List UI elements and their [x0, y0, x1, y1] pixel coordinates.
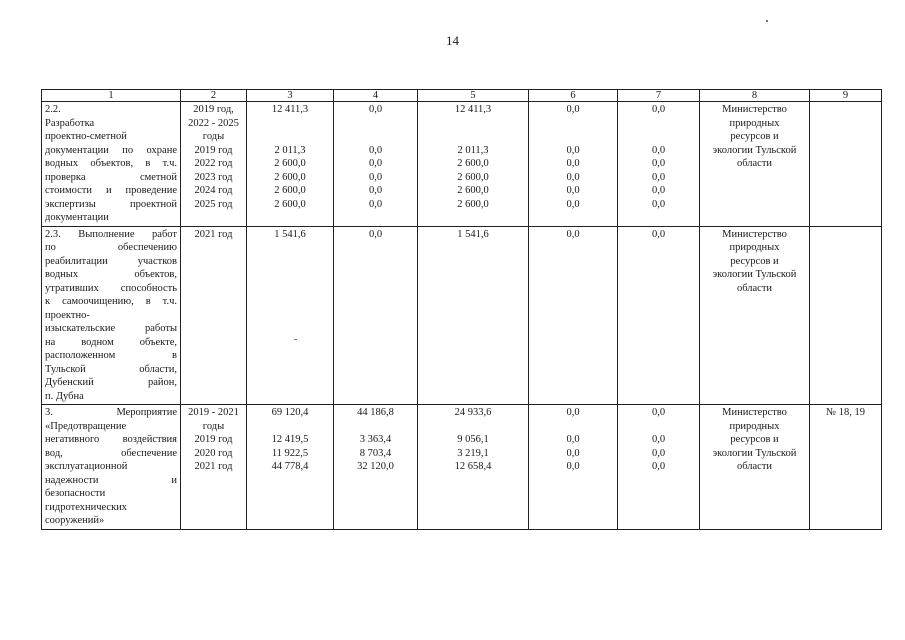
executor-line: ресурсов и	[730, 434, 779, 445]
period-value: годы	[202, 420, 225, 432]
amount-cell-col5	[418, 102, 529, 227]
amount-value	[532, 117, 614, 131]
amount-value: 0,0	[368, 185, 383, 196]
period-value: 2023 год	[194, 171, 233, 183]
amount-value	[621, 117, 696, 131]
amount-value: 0,0	[566, 185, 580, 196]
period-value: 2021 год	[194, 228, 233, 240]
executor-line: области	[736, 461, 773, 472]
activity-description	[42, 405, 181, 530]
amount-value: 3 219,1	[457, 447, 489, 459]
amount-value: 2 600,0	[274, 171, 306, 183]
period-value: 2019 год	[194, 144, 233, 156]
period-value: 2019 год,	[193, 104, 234, 115]
description-line: Дубенский район,	[45, 377, 177, 388]
description-line: на водном объекте,	[45, 336, 177, 348]
description-line: экспертизы проектной	[45, 198, 177, 210]
amount-value: 3 363,4	[359, 434, 392, 445]
executor-line: Министерство	[722, 407, 787, 418]
amount-cell-col5	[418, 405, 529, 530]
period-value: 2019 - 2021	[188, 407, 239, 418]
description-line: реабилитации участков	[45, 255, 177, 267]
description-line: 2.2.	[45, 104, 61, 115]
amount-value: 0,0	[651, 144, 666, 156]
column-number: 2	[181, 90, 247, 102]
amount-value: 0,0	[368, 171, 383, 183]
scan-mark	[294, 339, 297, 340]
description-line: Разработка	[45, 117, 95, 129]
period-value: 2022 год	[194, 158, 233, 169]
amount-value	[621, 420, 696, 434]
amount-value	[337, 117, 414, 131]
amount-value: 0,0	[566, 407, 580, 418]
description-line: «Предотвращение	[45, 420, 127, 432]
amount-value	[250, 130, 330, 144]
amount-cell-col3	[247, 102, 334, 227]
amount-value: 11 922,5	[271, 447, 309, 459]
amount-value: 12 411,3	[454, 104, 492, 115]
amount-value: 0,0	[566, 434, 580, 445]
amount-cell-col3	[247, 405, 334, 530]
amount-value: 0,0	[651, 461, 666, 472]
amount-value: 0,0	[566, 198, 580, 210]
description-line: надежности и	[45, 474, 177, 486]
amount-value: 0,0	[368, 104, 383, 115]
description-line: безопасности	[45, 488, 106, 499]
description-line: проверка сметной	[45, 171, 177, 183]
table-row	[42, 102, 882, 227]
description-line: документации	[45, 212, 109, 223]
description-line: п. Дубна	[45, 390, 84, 402]
amount-value: 0,0	[651, 407, 666, 418]
executor-line: экологии Тульской	[712, 269, 797, 280]
executor-line: природных	[729, 117, 780, 129]
indicator-cell	[810, 102, 882, 227]
amount-value: 0,0	[566, 228, 580, 240]
amount-value: 0,0	[651, 228, 666, 240]
description-line: Тульской области,	[45, 363, 177, 375]
column-number: 5	[418, 90, 529, 102]
indicator-cell	[810, 226, 882, 405]
description-line: документации по охране	[45, 144, 177, 156]
amount-cell-col5	[418, 226, 529, 405]
amount-value: 0,0	[651, 104, 666, 115]
description-line: водных объектов, в т.ч.	[45, 158, 177, 169]
amount-value: 0,0	[566, 171, 580, 183]
period-value: годы	[202, 131, 225, 142]
amount-value: 12 658,4	[454, 461, 492, 472]
description-line: негативного воздействия	[45, 434, 177, 445]
period-value: 2019 год	[194, 434, 233, 445]
column-number: 7	[618, 90, 700, 102]
amount-value: 2 600,0	[457, 171, 489, 183]
description-line: эксплуатационной	[45, 461, 128, 472]
amount-value: 0,0	[651, 447, 666, 459]
activity-description	[42, 102, 181, 227]
amount-value	[621, 130, 696, 144]
amount-value: 0,0	[651, 198, 666, 210]
amount-value: 0,0	[368, 228, 383, 240]
period-cell	[181, 405, 247, 530]
indicator-cell	[810, 405, 882, 530]
column-number-row	[42, 90, 882, 102]
description-line: сооружений»	[45, 515, 105, 526]
executor-cell	[700, 102, 810, 227]
column-number: 6	[529, 90, 618, 102]
description-line: стоимости и проведение	[45, 185, 177, 196]
executor-line: ресурсов и	[730, 255, 779, 267]
amount-value	[421, 420, 525, 434]
column-number: 9	[810, 90, 882, 102]
amount-value: 0,0	[566, 104, 580, 115]
amount-value: 0,0	[566, 461, 580, 472]
executor-line: природных	[729, 242, 780, 253]
amount-cell-col6	[529, 102, 618, 227]
executor-line: области	[736, 158, 773, 169]
indicator-value	[813, 228, 878, 242]
amount-value: 44 186,8	[357, 407, 394, 418]
executor-line: экологии Тульской	[712, 144, 797, 156]
amount-cell-col4	[334, 102, 418, 227]
amount-value	[337, 420, 414, 434]
amount-value: 69 120,4	[271, 407, 309, 418]
amount-value: 2 600,0	[457, 158, 489, 169]
executor-line: экологии Тульской	[712, 447, 797, 459]
description-line: гидротехнических	[45, 501, 128, 513]
executor-cell	[700, 226, 810, 405]
amount-value: 0,0	[651, 185, 666, 196]
amount-value: 2 600,0	[274, 198, 306, 210]
period-value: 2021 год	[194, 461, 233, 472]
description-line: изыскательские работы	[45, 323, 177, 334]
amount-value: 2 600,0	[457, 198, 489, 210]
amount-value	[337, 130, 414, 144]
column-number: 1	[42, 90, 181, 102]
period-cell	[181, 226, 247, 405]
amount-value	[532, 130, 614, 144]
amount-cell-col6	[529, 405, 618, 530]
page-number: 14	[446, 33, 459, 48]
description-line: утративших способность	[45, 282, 177, 294]
amount-cell-col6	[529, 226, 618, 405]
program-table	[41, 89, 882, 530]
executor-line: Министерство	[722, 228, 787, 240]
table-row	[42, 226, 882, 405]
amount-cell-col4	[334, 405, 418, 530]
amount-value: 0,0	[651, 171, 666, 183]
amount-value: 9 056,1	[457, 434, 489, 445]
amount-value	[532, 420, 614, 434]
amount-value: 0,0	[566, 144, 580, 156]
amount-value: 0,0	[651, 434, 666, 445]
executor-cell	[700, 405, 810, 530]
amount-value	[421, 117, 525, 131]
description-line: проектно-сметной	[45, 131, 127, 142]
amount-value: 2 600,0	[274, 185, 306, 196]
amount-value: 0,0	[368, 198, 383, 210]
period-value: 2022 - 2025	[188, 117, 239, 129]
description-line: вод, обеспечение	[45, 447, 177, 459]
activity-description	[42, 226, 181, 405]
amount-value: 24 933,6	[454, 407, 492, 418]
amount-value	[250, 420, 330, 434]
scan-speck	[766, 20, 768, 22]
amount-value: 0,0	[368, 158, 383, 169]
column-number: 3	[247, 90, 334, 102]
amount-value: 44 778,4	[271, 461, 309, 472]
period-value: 2024 год	[194, 185, 233, 196]
amount-value: 2 011,3	[274, 144, 306, 156]
executor-line: Министерство	[722, 104, 787, 115]
executor-line: ресурсов и	[730, 131, 779, 142]
description-line: расположенном в	[45, 350, 177, 361]
amount-value: 0,0	[566, 447, 580, 459]
amount-value: 1 541,6	[274, 228, 306, 240]
description-line: 3. Мероприятие	[45, 407, 177, 418]
amount-value	[421, 130, 525, 144]
column-number: 8	[700, 90, 810, 102]
amount-value: 12 411,3	[271, 104, 309, 115]
period-value: 2025 год	[194, 198, 233, 210]
column-number: 4	[334, 90, 418, 102]
amount-value: 12 419,5	[271, 434, 309, 445]
description-line: 2.3. Выполнение работ	[45, 228, 177, 240]
amount-value: 2 600,0	[457, 185, 489, 196]
amount-cell-col7	[618, 102, 700, 227]
amount-cell-col3	[247, 226, 334, 405]
amount-cell-col7	[618, 405, 700, 530]
period-cell	[181, 102, 247, 227]
amount-value: 0,0	[651, 158, 666, 169]
description-line: по обеспечению	[45, 242, 177, 253]
indicator-value: № 18, 19	[826, 407, 865, 418]
description-line: проектно-	[45, 309, 90, 321]
period-value: 2020 год	[194, 447, 233, 459]
amount-value	[250, 117, 330, 131]
description-line: к самоочищению, в т.ч.	[45, 296, 177, 307]
executor-line: природных	[729, 420, 780, 432]
executor-line: области	[736, 282, 773, 294]
amount-value: 32 120,0	[357, 461, 394, 472]
amount-value: 2 600,0	[274, 158, 306, 169]
indicator-value	[813, 103, 878, 117]
amount-value: 0,0	[368, 144, 383, 156]
amount-value: 0,0	[566, 158, 580, 169]
amount-value: 8 703,4	[359, 447, 392, 459]
amount-cell-col4	[334, 226, 418, 405]
description-line: водных объектов,	[45, 269, 177, 280]
amount-value: 1 541,6	[457, 228, 489, 240]
table-row	[42, 405, 882, 530]
amount-value: 2 011,3	[457, 144, 489, 156]
amount-cell-col7	[618, 226, 700, 405]
